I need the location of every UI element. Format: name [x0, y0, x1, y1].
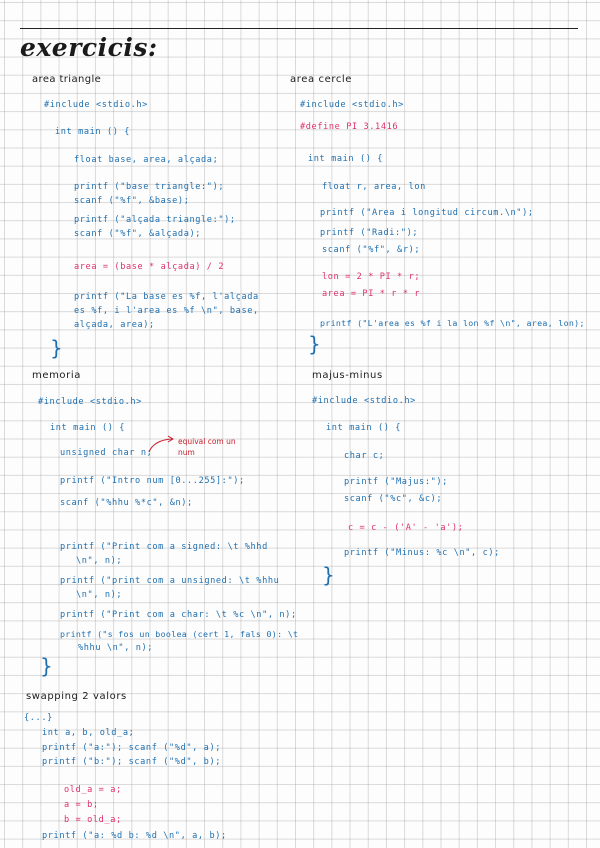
code-line: int main () { [308, 154, 384, 164]
code-line: float base, area, alçada; [74, 155, 219, 165]
code-line: printf ("La base es %f, l'alçada [74, 292, 259, 302]
code-line: #include <stdio.h> [312, 396, 416, 406]
closing-brace: } [40, 654, 53, 678]
code-line: printf ("b:"); scanf ("%d", b); [42, 757, 221, 767]
code-line: int main () { [326, 423, 402, 433]
code-line: \n", n); [76, 590, 123, 600]
code-line: int main () { [55, 127, 131, 137]
closing-brace: } [308, 332, 321, 356]
closing-brace: } [322, 563, 335, 587]
code-line: printf ("alçada triangle:"); [74, 215, 236, 225]
code-line: \n", n); [76, 556, 123, 566]
code-line: printf ("s fos un boolea (cert 1, fals 0): \t [60, 629, 299, 639]
section-heading: swapping 2 valors [26, 691, 127, 702]
arrow-icon [146, 434, 176, 454]
code-line: int a, b, old_a; [42, 728, 135, 738]
section-heading: majus-minus [312, 370, 383, 381]
code-line: scanf ("%f", &alçada); [74, 229, 202, 239]
code-line: printf ("a: %d b: %d \n", a, b); [42, 831, 227, 841]
code-line: old_a = a; [64, 785, 122, 795]
code-line: #define PI 3.1416 [300, 122, 399, 132]
section-heading: memoria [32, 370, 81, 381]
annotation-note: equival com un num [178, 437, 236, 457]
code-line: printf ("Minus: %c \n", c); [344, 548, 500, 558]
code-line: #include <stdio.h> [38, 397, 142, 407]
code-line: scanf ("%f", &base); [74, 196, 190, 206]
code-line: area = (base * alçada) / 2 [74, 262, 225, 272]
code-line: printf ("Print com a char: \t %c \n", n); [60, 610, 297, 620]
code-line: scanf ("%f", &r); [322, 245, 421, 255]
code-line: printf ("print com a unsigned: \t %hhu [60, 576, 280, 586]
code-line: printf ("Print com a signed: \t %hhd [60, 542, 268, 552]
code-line: {...} [24, 713, 53, 723]
page-title: exercicis: [20, 33, 158, 62]
code-line: %hhu \n", n); [78, 643, 154, 653]
code-line: lon = 2 * PI * r; [322, 272, 421, 282]
code-line: b = old_a; [64, 815, 122, 825]
code-line: a = b; [64, 800, 99, 810]
code-line: es %f, i l'area es %f \n", base, [74, 306, 259, 316]
code-line: printf ("base triangle:"); [74, 182, 225, 192]
code-line: char c; [344, 451, 385, 461]
closing-brace: } [50, 336, 63, 360]
code-line: c = c - ('A' - 'a'); [348, 523, 464, 533]
code-line: printf ("Area i longitud circum.\n"); [320, 208, 534, 218]
section-heading: area cercle [290, 74, 353, 85]
code-line: #include <stdio.h> [300, 100, 404, 110]
code-line: printf ("Intro num [0...255]:"); [60, 476, 245, 486]
code-line: scanf ("%c", &c); [344, 494, 443, 504]
code-line: scanf ("%hhu %*c", &n); [60, 498, 193, 508]
code-line: printf ("Radi:"); [320, 228, 419, 238]
code-line: unsigned char n; [60, 448, 153, 458]
code-line: printf ("L'area es %f i la lon %f \n", area, lon); [320, 318, 585, 328]
code-line: printf ("Majus:"); [344, 477, 448, 487]
top-rule [20, 28, 578, 29]
code-line: area = PI * r * r [322, 289, 421, 299]
code-line: printf ("a:"); scanf ("%d", a); [42, 743, 221, 753]
section-heading: area triangle [32, 74, 102, 85]
code-line: alçada, area); [74, 320, 155, 330]
code-line: #include <stdio.h> [44, 100, 148, 110]
code-line: int main () { [50, 423, 126, 433]
code-line: float r, area, lon [322, 182, 426, 192]
